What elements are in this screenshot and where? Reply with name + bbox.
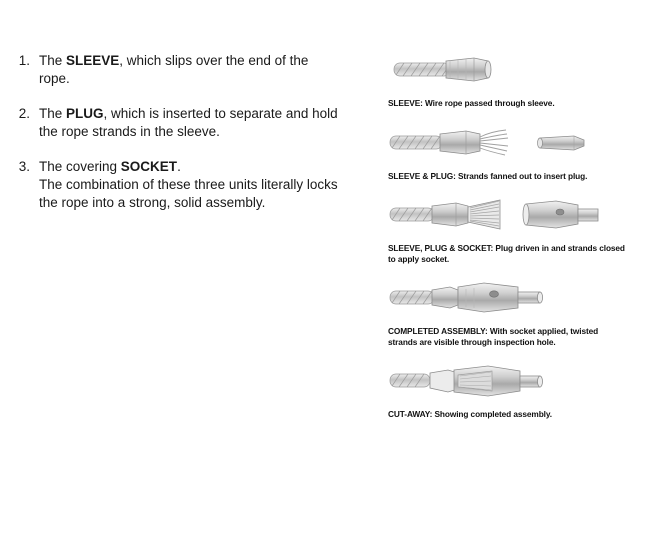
figure-caption-label: SLEEVE: xyxy=(388,98,423,108)
list-item-keyword: SOCKET xyxy=(120,159,178,174)
list-item-text-before: The xyxy=(39,53,67,68)
list-item xyxy=(8,158,348,212)
list-item-text-after: . xyxy=(177,159,181,174)
figure-cut-away xyxy=(388,361,640,420)
list-item-text-after: , which slips over the end of the rope. xyxy=(39,53,309,86)
figure-sleeve xyxy=(388,50,640,109)
list-item-text-before: The xyxy=(39,106,67,121)
numbered-list xyxy=(8,52,348,229)
figure-caption-label: SLEEVE & PLUG: xyxy=(388,170,456,181)
figure-column xyxy=(388,50,640,434)
figure-completed-assembly xyxy=(388,278,640,347)
list-item-text xyxy=(39,105,339,141)
figure-caption-text: Strands fanned out to insert plug. xyxy=(455,170,588,181)
figure-caption xyxy=(388,243,628,264)
figure-caption xyxy=(388,171,628,182)
list-item-number: 3. xyxy=(18,159,30,174)
list-item xyxy=(8,52,348,88)
list-item xyxy=(8,105,348,141)
list-item-extra-text: The combination of these three units literally locks the rope into a strong, solid assembly. xyxy=(39,177,338,210)
list-item-text-after: , which is inserted to separate and hold the rope strands in the sleeve. xyxy=(39,106,338,139)
figure-sleeve-plug xyxy=(388,123,640,182)
list-item-text xyxy=(39,158,339,212)
figure-caption-text: With socket applied, twisted strands are visible through inspection hole. xyxy=(388,326,599,347)
figure-caption-text: Wire rope passed through sleeve. xyxy=(422,98,555,108)
list-item-keyword: SLEEVE xyxy=(66,53,120,68)
figure-caption xyxy=(388,409,628,420)
sleeve-and-plug-illustration xyxy=(388,123,640,169)
figure-caption-label: COMPLETED ASSEMBLY: xyxy=(388,326,488,336)
list-item-number: 1. xyxy=(18,53,30,68)
list-item-keyword: PLUG xyxy=(66,106,104,121)
sleeve-plug-socket-illustration xyxy=(388,195,640,241)
figure-caption-label: CUT-AWAY: xyxy=(388,409,433,419)
figure-sleeve-plug-socket xyxy=(388,195,640,264)
list-item-text-before: The covering xyxy=(39,159,121,174)
figure-caption-text: Showing completed assembly. xyxy=(432,409,552,419)
completed-assembly-illustration xyxy=(388,278,640,324)
figure-caption xyxy=(388,98,628,109)
list-item-number: 2. xyxy=(18,106,30,121)
sleeve-illustration xyxy=(388,50,640,96)
figure-caption xyxy=(388,326,628,347)
list-item-text xyxy=(39,52,339,88)
figure-caption-text: Plug driven in and strands closed to apply socket. xyxy=(388,243,625,264)
figure-caption-label: SLEEVE, PLUG & SOCKET: xyxy=(388,243,494,253)
cut-away-illustration xyxy=(388,361,640,407)
